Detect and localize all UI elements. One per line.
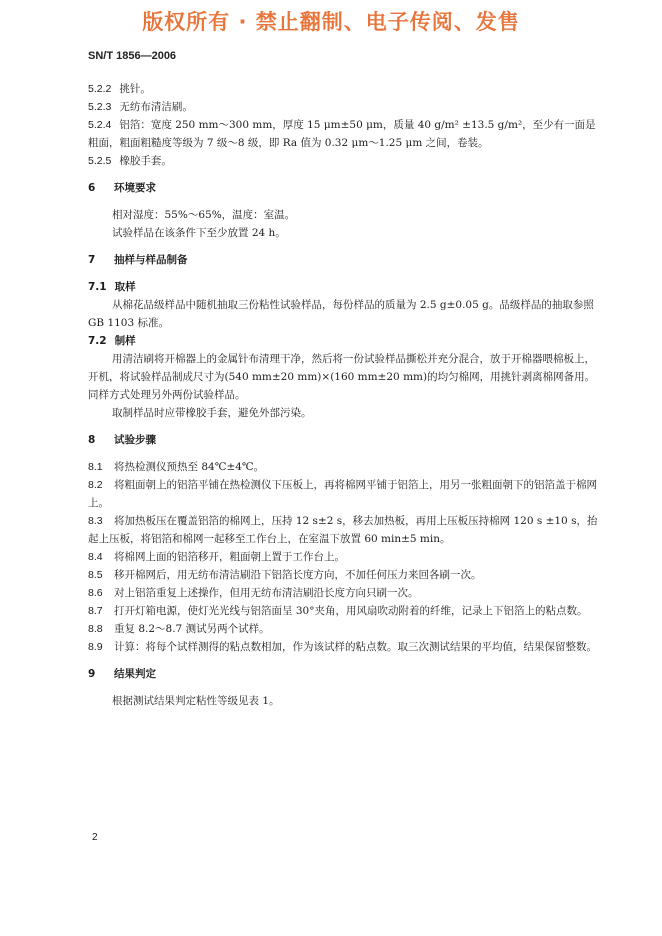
section-7-2-note: 取制样品时应带橡胶手套，避免外部污染。 (112, 407, 312, 419)
step-8-6: 8.6 对上铝箔重复上述操作，但用无纺布清洁刷沿长度方向只刷一次。 (88, 587, 419, 599)
step-8-2: 8.2 将粗面朝上的铝箔平铺在热检测仪下压板上，再将棉网平铺于铝箔上，用另一张粗面朝下的铝箔盖于棉网上。 (88, 479, 597, 509)
clause-5-2-4: 5.2.4 铝箔：宽度 250 mm～300 mm，厚度 15 μm±50 μm，质量 40 g/m² ±13.5 g/m²，至少有一面是粗面，粗面粗糙度等级为 7 级～8 级，即 Ra 值为 0.32 μm～1.25 μm 之间，卷装。 (88, 119, 596, 149)
section-6-heading: 6 环境要求 (88, 182, 156, 194)
step-8-1: 8.1 将热检测仪预热至 84℃±4℃。 (88, 461, 265, 473)
document-body (88, 80, 600, 710)
page-number: 2 (92, 832, 98, 843)
section-9-text: 根据测试结果判定粘性等级见表 1。 (112, 695, 280, 707)
step-8-5: 8.5 移开棉网后，用无纺布清洁刷沿下铝箔长度方向，不加任何压力来回各刷一次。 (88, 569, 482, 581)
standard-code: SN/T 1856—2006 (88, 50, 177, 62)
step-8-9: 8.9 计算：将每个试样测得的粘点数相加，作为该试样的粘点数。取三次测试结果的平均值，结果保留整数。 (88, 641, 597, 653)
step-8-3: 8.3 将加热板压在覆盖铝箔的棉网上，压持 12 s±2 s，移去加热板，再用上压板压持棉网 120 s ±10 s，抬起上压板，将铝箔和棉网一起移至工作台上，在室温下放置 60 min±5 min。 (88, 515, 598, 545)
step-8-7: 8.7 打开灯箱电源，使灯光光线与铝箔面呈 30°夹角，用风扇吹动附着的纤维，记录上下铝箔上的粘点数。 (88, 605, 588, 617)
section-7-heading: 7 抽样与样品制备 (88, 254, 188, 266)
section-8-heading: 8 试验步骤 (88, 434, 156, 446)
clause-5-2-3: 5.2.3 无纺布清洁刷。 (88, 101, 193, 113)
clause-5-2-5: 5.2.5 橡胶手套。 (88, 155, 172, 167)
section-9-heading: 9 结果判定 (88, 668, 156, 680)
copyright-watermark: 版权所有 · 禁止翻制、电子传阅、发售 (142, 10, 520, 34)
step-8-4: 8.4 将棉网上面的铝箔移开，粗面朝上置于工作台上。 (88, 551, 345, 563)
section-7-1-text: 从棉花品级样品中随机抽取三份粘性试验样品，每份样品的质量为 2.5 g±0.05 g。品级样品的抽取参照 GB 1103 标准。 (88, 299, 594, 329)
section-6-humidity: 相对湿度：55%～65%，温度：室温。 (112, 209, 296, 221)
section-7-2-heading: 7.2 制样 (88, 335, 136, 347)
section-7-1-heading: 7.1 取样 (88, 281, 136, 293)
clause-5-2-2: 5.2.2 挑针。 (88, 83, 151, 95)
section-7-2-text: 用清洁刷将开棉器上的金属针布清理干净，然后将一份试验样品撕松并充分混合，放于开棉器喂棉板上，开机，将试验样品制成尺寸为(540 mm±20 mm)×(160 mm±20 mm)的均匀棉网，用挑针剥离棉网备用。同样方式处理另外两份试验样品。 (88, 353, 596, 401)
step-8-8: 8.8 重复 8.2～8.7 测试另两个试样。 (88, 623, 270, 635)
steps-list (88, 458, 600, 656)
section-6-conditioning: 试验样品在该条件下至少放置 24 h。 (112, 227, 286, 239)
